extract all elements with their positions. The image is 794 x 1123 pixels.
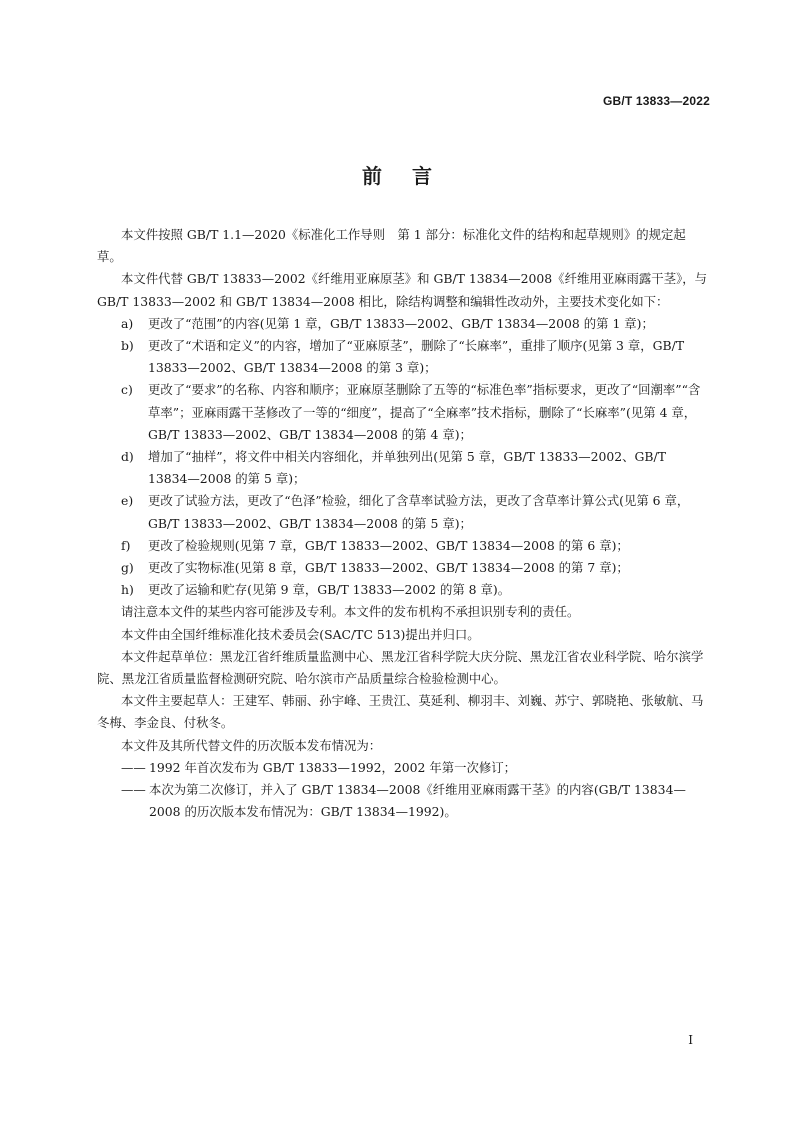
change-marker: h) xyxy=(121,582,134,598)
page-number: I xyxy=(688,1033,693,1047)
history-marker: —— xyxy=(121,782,146,798)
history-item xyxy=(97,779,709,823)
intro-paragraph: 本文件代替 GB/T 13833—2002《纤维用亚麻原茎》和 GB/T 13834—2008《纤维用亚麻雨露干茎》，与 GB/T 13833—2002 和 GB/T 13834—2008 相比，除结构调整和编辑性改动外，主要技术变化如下： xyxy=(97,271,708,309)
change-marker: d) xyxy=(121,449,134,465)
change-text: 更改了运输和贮存(见第 9 章，GB/T 13833—2002 的第 8 章)。 xyxy=(148,582,511,598)
foreword-body xyxy=(97,224,709,823)
change-marker: f) xyxy=(121,537,131,553)
change-marker: a) xyxy=(121,315,134,331)
change-item xyxy=(97,535,709,557)
change-marker: c) xyxy=(121,382,133,398)
change-text: 更改了“范围”的内容(见第 1 章，GB/T 13833—2002、GB/T 13834—2008 的第 1 章)； xyxy=(148,315,654,331)
change-text: 更改了检验规则(见第 7 章，GB/T 13833—2002、GB/T 13834—2008 的第 6 章)； xyxy=(148,537,629,553)
patent-notice: 请注意本文件的某些内容可能涉及专利。本文件的发布机构不承担识别专利的责任。 xyxy=(121,604,580,620)
drafting-units-paragraph: 本文件起草单位：黑龙江省纤维质量监测中心、黑龙江省科学院大庆分院、黑龙江省农业科学院、哈尔滨学院、黑龙江省质量监督检测研究院、哈尔滨市产品质量综合检验检测中心。 xyxy=(97,648,704,687)
change-item xyxy=(97,579,709,601)
change-text: 增加了“抽样”，将文件中相关内容细化，并单独列出(见第 5 章，GB/T 13833—2002、GB/T 13834—2008 的第 5 章)； xyxy=(148,449,666,487)
intro-paragraph: 本文件按照 GB/T 1.1—2020《标准化工作导则 第 1 部分：标准化文件的结构和起草规则》的规定起草。 xyxy=(97,227,686,265)
proposer-paragraph: 本文件由全国纤维标准化技术委员会(SAC/TC 513)提出并归口。 xyxy=(121,626,480,642)
change-item xyxy=(97,490,709,534)
change-item xyxy=(97,379,709,446)
history-item xyxy=(97,757,709,779)
drafters-paragraph: 本文件主要起草人：王建军、韩丽、孙宇峰、王贵江、莫延利、柳羽丰、刘巍、苏宁、郭晓艳、张敏航、马冬梅、李金良、付秋冬。 xyxy=(97,693,704,731)
page-title: 前言 xyxy=(362,164,462,188)
standard-code: GB/T 13833—2022 xyxy=(602,94,710,108)
change-text: 更改了“要求”的名称、内容和顺序；亚麻原茎删除了五等的“标准色率”指标要求，更改了“回潮率”“含草率”；亚麻雨露干茎修改了一等的“细度”，提高了“全麻率”技术指标，删除了“长麻率”(见第 4 章，GB/T 13833—2002、GB/T 13834—2008 的第 4 章)； xyxy=(148,382,701,442)
change-item xyxy=(97,335,709,379)
change-item xyxy=(97,446,709,490)
change-marker: b) xyxy=(121,338,134,354)
change-marker: e) xyxy=(121,493,134,509)
history-text: 1992 年首次发布为 GB/T 13833—1992，2002 年第一次修订； xyxy=(149,759,517,775)
history-intro: 本文件及其所代替文件的历次版本发布情况为： xyxy=(121,737,382,753)
change-text: 更改了实物标准(见第 8 章，GB/T 13833—2002、GB/T 13834—2008 的第 7 章)； xyxy=(148,560,629,576)
history-text: 本次为第二次修订，并入了 GB/T 13834—2008《纤维用亚麻雨露干茎》的内容(GB/T 13834—2008 的历次版本发布情况为：GB/T 13834—1992)。 xyxy=(149,782,686,820)
change-item xyxy=(97,557,709,579)
history-marker: —— xyxy=(121,759,146,775)
change-item xyxy=(97,313,709,335)
change-text: 更改了试验方法，更改了“色泽”检验，细化了含草率试验方法，更改了含草率计算公式(见第 6 章，GB/T 13833—2002、GB/T 13834—2008 的第 5 章)； xyxy=(148,493,690,531)
change-marker: g) xyxy=(121,560,134,576)
change-text: 更改了“术语和定义”的内容，增加了“亚麻原茎”，删除了“长麻率”，重排了顺序(见第 3 章，GB/T 13833—2002、GB/T 13834—2008 的第 3 章)； xyxy=(148,338,685,376)
